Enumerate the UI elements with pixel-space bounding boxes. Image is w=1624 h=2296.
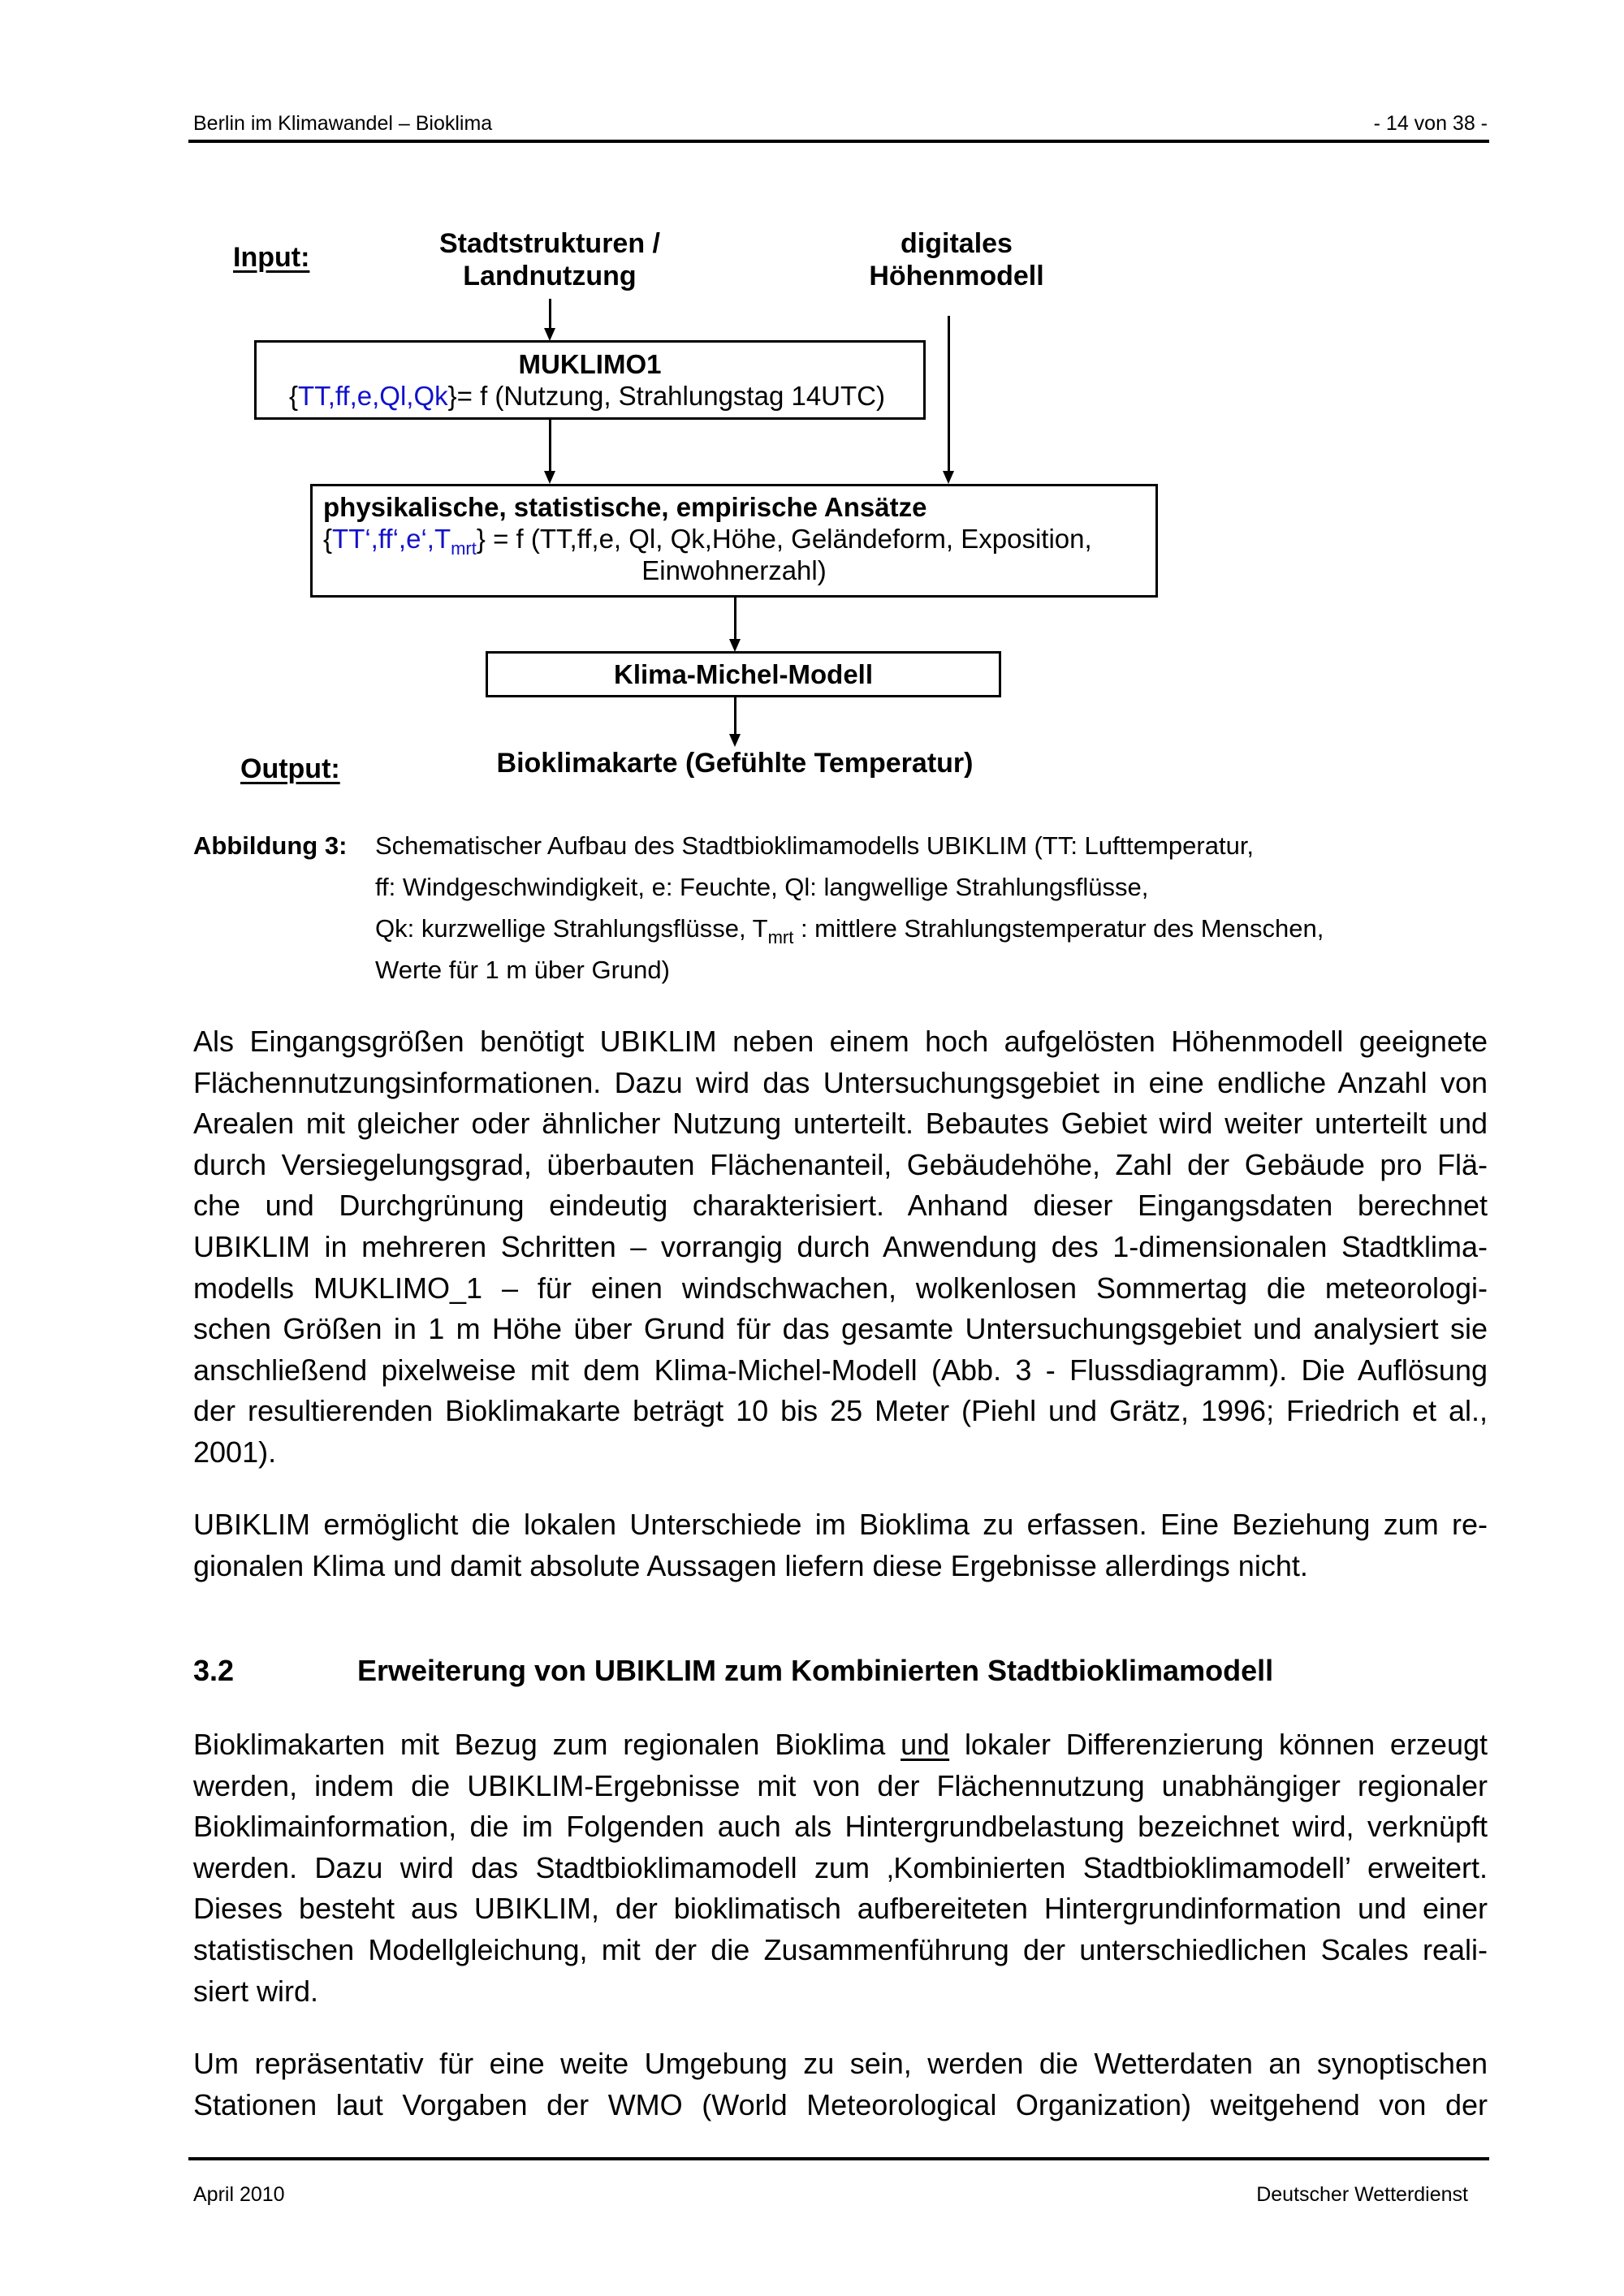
input-label: Input: bbox=[233, 242, 310, 273]
input-left-line2: Landnutzung bbox=[463, 261, 637, 291]
brace-open: { bbox=[289, 381, 299, 411]
footer-rule bbox=[188, 2157, 1489, 2160]
caption-line: ff: Windgeschwindigkeit, e: Feuchte, Ql: langwellige Strahlungsflüsse, bbox=[375, 873, 1149, 901]
output-bioklimakarte: Bioklimakarte (Gefühlte Temperatur) bbox=[496, 748, 974, 779]
text-line: werden, indem die UBIKLIM-Ergebnisse mit von der Flächennutzung unabhängiger regionaler bbox=[193, 1768, 1488, 1802]
paragraph-bioklimakarten bbox=[193, 1724, 1488, 2012]
text-line: UBIKLIM ermöglicht die lokalen Unterschiede im Bioklima zu erfassen. Eine Beziehung zum re- bbox=[193, 1508, 1488, 1541]
paragraph-repraesentativ bbox=[193, 2044, 1488, 2126]
arrow-down-icon bbox=[544, 471, 555, 484]
ansaetze-formula bbox=[313, 523, 1155, 559]
footer-organization: Deutscher Wetterdienst bbox=[1256, 2183, 1468, 2206]
klima-michel-title: Klima-Michel-Modell bbox=[613, 659, 874, 689]
text-line: Dieses besteht aus UBIKLIM, der bioklimatisch aufbereiteten Hintergrundinformation und einer bbox=[193, 1892, 1488, 1926]
mrt-subscript: mrt bbox=[451, 538, 477, 559]
arrow-line bbox=[549, 299, 551, 331]
text-line: Flächennutzungsinformationen. Dazu wird das Untersuchungsgebiet in eine endliche Anzahl von bbox=[193, 1065, 1488, 1099]
ansaetze-title: physikalische, statistische, empirische Ansätze bbox=[323, 492, 927, 522]
muklimo-box bbox=[254, 340, 926, 420]
arrow-line bbox=[734, 598, 736, 641]
input-left-line1: Stadtstrukturen / bbox=[438, 228, 661, 259]
mrt-subscript: mrt bbox=[767, 927, 794, 947]
caption-line: Werte für 1 m über Grund) bbox=[375, 956, 670, 984]
arrow-down-icon bbox=[544, 328, 555, 341]
page-number: - 14 von 38 - bbox=[1373, 112, 1488, 135]
footer-date: April 2010 bbox=[193, 2183, 285, 2206]
text-line bbox=[193, 1724, 1488, 1766]
text-line: Als Eingangsgrößen benötigt UBIKLIM neben einem hoch aufgelösten Höhenmodell geeignete bbox=[193, 1025, 1488, 1058]
input-hoehenmodell bbox=[835, 227, 1078, 292]
text-line: Stationen laut Vorgaben der WMO (World Meteorological Organization) weitgehend von der bbox=[193, 2087, 1488, 2121]
text-line: schen Größen in 1 m Höhe über Grund für das gesamte Untersuchungsgebiet und analysiert sie bbox=[193, 1312, 1488, 1346]
muklimo-function: }= f (Nutzung, Strahlungstag 14UTC) bbox=[447, 381, 885, 411]
brace-open: { bbox=[323, 524, 333, 554]
arrow-line bbox=[948, 316, 950, 473]
header-rule bbox=[188, 140, 1489, 143]
running-header-title: Berlin im Klimawandel – Bioklima bbox=[193, 112, 493, 135]
text-line: der resultierenden Bioklimakarte beträgt 10 bis 25 Meter (Piehl und Grätz, 1996; Friedrich et al., bbox=[193, 1394, 1488, 1428]
ansaetze-function: } = f (TT,ff,e, Ql, Qk,Höhe, Geländeform, Exposition, bbox=[476, 524, 1092, 554]
ansaetze-formula-line2: Einwohnerzahl) bbox=[641, 555, 827, 585]
section-title: Erweiterung von UBIKLIM zum Kombinierten Stadtbioklimamodell bbox=[357, 1654, 1274, 1687]
text-line: gionalen Klima und damit absolute Aussagen liefern diese Ergebnisse allerdings nicht. bbox=[193, 1548, 1308, 1582]
caption-label: Abbildung 3: bbox=[193, 831, 348, 860]
section-heading bbox=[193, 1653, 1273, 1689]
ansaetze-box bbox=[310, 484, 1158, 598]
text-line: Bioklimainformation, die im Folgenden auch als Hintergrundbelastung bezeichnet wird, verknüpft bbox=[193, 1810, 1488, 1844]
ansaetze-variables bbox=[332, 524, 477, 559]
text-line: siert wird. bbox=[193, 1974, 319, 2008]
caption-line3-text: Qk: kurzwellige Strahlungsflüsse, T bbox=[375, 914, 768, 943]
arrow-down-icon bbox=[729, 639, 741, 652]
caption-line bbox=[375, 908, 1324, 949]
text-line: anschließend pixelweise mit dem Klima-Michel-Modell (Abb. 3 - Flussdiagramm). Die Auflösung bbox=[193, 1353, 1488, 1387]
text-line: modells MUKLIMO_1 – für einen windschwachen, wolkenlosen Sommertag die meteorologi- bbox=[193, 1271, 1488, 1305]
text-line: statistischen Modellgleichung, mit der die Zusammenführung der unterschiedlichen Scales reali- bbox=[193, 1932, 1488, 1966]
muklimo-variables: TT,ff,e,Ql,Qk bbox=[298, 381, 448, 411]
caption-line3-rest: : mittlere Strahlungstemperatur des Menschen, bbox=[793, 914, 1324, 943]
input-stadtstrukturen bbox=[387, 227, 712, 292]
text-line: UBIKLIM in mehreren Schritten – vorrangig durch Anwendung des 1-dimensionalen Stadtklima- bbox=[193, 1229, 1488, 1263]
section-number: 3.2 bbox=[193, 1654, 235, 1687]
text-line: 2001). bbox=[193, 1435, 277, 1469]
arrow-line bbox=[734, 697, 736, 736]
muklimo-title: MUKLIMO1 bbox=[518, 349, 662, 379]
klima-michel-box bbox=[486, 651, 1001, 697]
caption-line: Schematischer Aufbau des Stadtbioklimamodells UBIKLIM (TT: Lufttemperatur, bbox=[375, 831, 1255, 860]
text-line: durch Versiegelungsgrad, überbauten Flächenanteil, Gebäudehöhe, Zahl der Gebäude pro Flä- bbox=[193, 1147, 1488, 1181]
emphasis-underlined: und bbox=[901, 1728, 950, 1761]
text-line: Arealen mit gleicher oder ähnlicher Nutzung unterteilt. Bebautes Gebiet wird weiter unterteilt und bbox=[193, 1107, 1488, 1141]
output-label: Output: bbox=[240, 753, 340, 784]
paragraph-ubiklim-unterschiede bbox=[193, 1504, 1488, 1586]
text-run: Bioklimakarten mit Bezug zum regionalen Bioklima bbox=[193, 1728, 886, 1761]
ansaetze-vars-text: TT‘,ff‘,e‘,T bbox=[332, 524, 451, 554]
arrow-down-icon bbox=[943, 471, 954, 484]
text-run: lokaler Differenzierung können erzeugt bbox=[964, 1728, 1488, 1761]
input-right-line1: digitales bbox=[901, 228, 1013, 259]
text-line: Um repräsentativ für eine weite Umgebung zu sein, werden die Wetterdaten an synoptischen bbox=[193, 2047, 1488, 2080]
muklimo-formula bbox=[257, 380, 923, 412]
arrow-down-icon bbox=[729, 734, 741, 747]
arrow-line bbox=[549, 420, 551, 473]
input-right-line2: Höhenmodell bbox=[869, 261, 1044, 291]
text-line: werden. Dazu wird das Stadtbioklimamodell zum ‚Kombinierten Stadtbioklimamodell’ erweitert. bbox=[193, 1850, 1488, 1884]
paragraph-eingangsgroessen bbox=[193, 1021, 1488, 1474]
text-line: che und Durchgrünung eindeutig charakterisiert. Anhand dieser Eingangsdaten berechnet bbox=[193, 1189, 1488, 1223]
